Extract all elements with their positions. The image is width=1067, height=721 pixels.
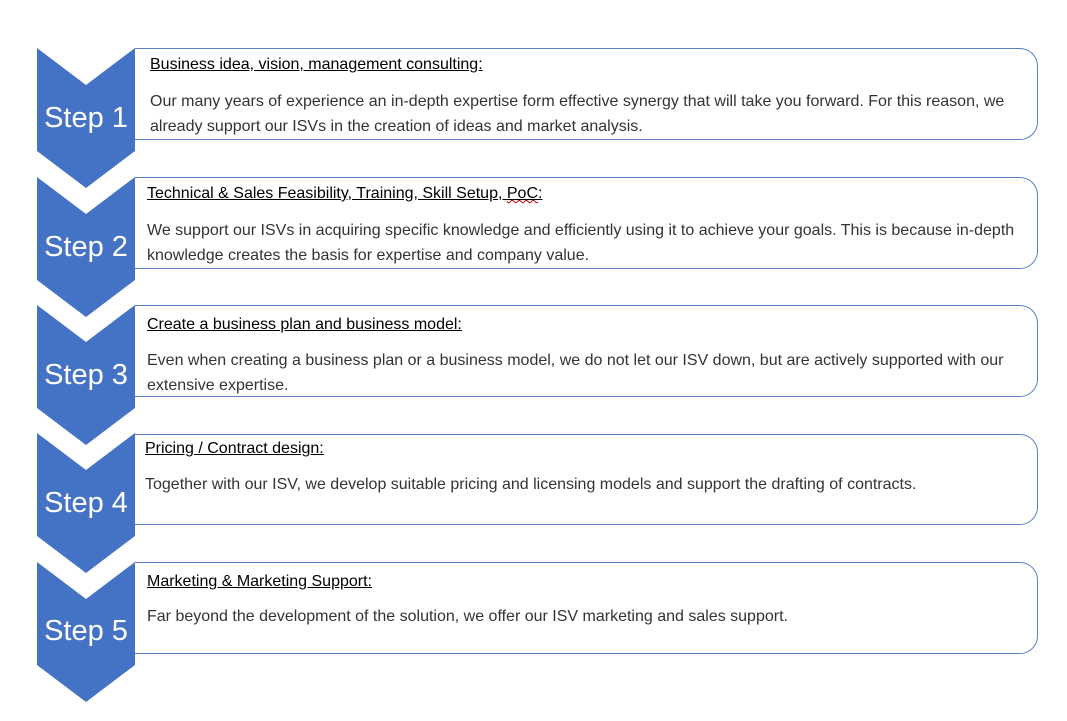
step-4 [0,433,1067,573]
step-2-title-main: Technical & Sales Feasibility, Training, Skill Setup, [147,185,507,202]
step-4-description: Together with our ISV, we develop suitable pricing and licensing models and support the drafting of contracts. [145,476,917,493]
step-1 [0,48,1067,188]
step-5-title: Marketing & Marketing Support: [147,573,372,590]
step-3-title: Create a business plan and business model: [147,316,462,333]
step-1-card [135,48,1038,140]
step-5-label: Step 5 [44,615,128,647]
step-3-label: Step 3 [44,359,128,391]
step-4-card [135,434,1038,525]
step-5-description: Far beyond the development of the solution, we offer our ISV marketing and sales support. [147,608,788,625]
step-2-label: Step 2 [44,231,128,263]
step-2 [0,177,1067,317]
step-4-label: Step 4 [44,487,128,519]
step-2-card [135,177,1038,269]
step-2-title [147,184,542,204]
step-1-description: Our many years of experience an in-depth expertise form effective synergy that will take you forward. For this reason, we already support our ISVs in the creation of ideas and market analysis. [150,93,1005,135]
step-5 [0,562,1067,702]
step-1-title: Business idea, vision, management consulting: [150,56,483,73]
step-3-description: Even when creating a business plan or a business model, we do not let our ISV down, but are actively supported with our extensive expertise. [147,352,1004,394]
step-5-card [135,562,1038,654]
step-2-description: We support our ISVs in acquiring specific knowledge and efficiently using it to achieve your goals. This is because in-depth knowledge creates the basis for expertise and company value. [147,222,1015,264]
step-4-title: Pricing / Contract design: [145,440,324,457]
step-2-title-poc: PoC [506,185,538,202]
step-1-label: Step 1 [44,102,128,134]
step-2-title-colon: : [538,185,543,202]
step-3 [0,305,1067,445]
step-3-card [135,305,1038,397]
